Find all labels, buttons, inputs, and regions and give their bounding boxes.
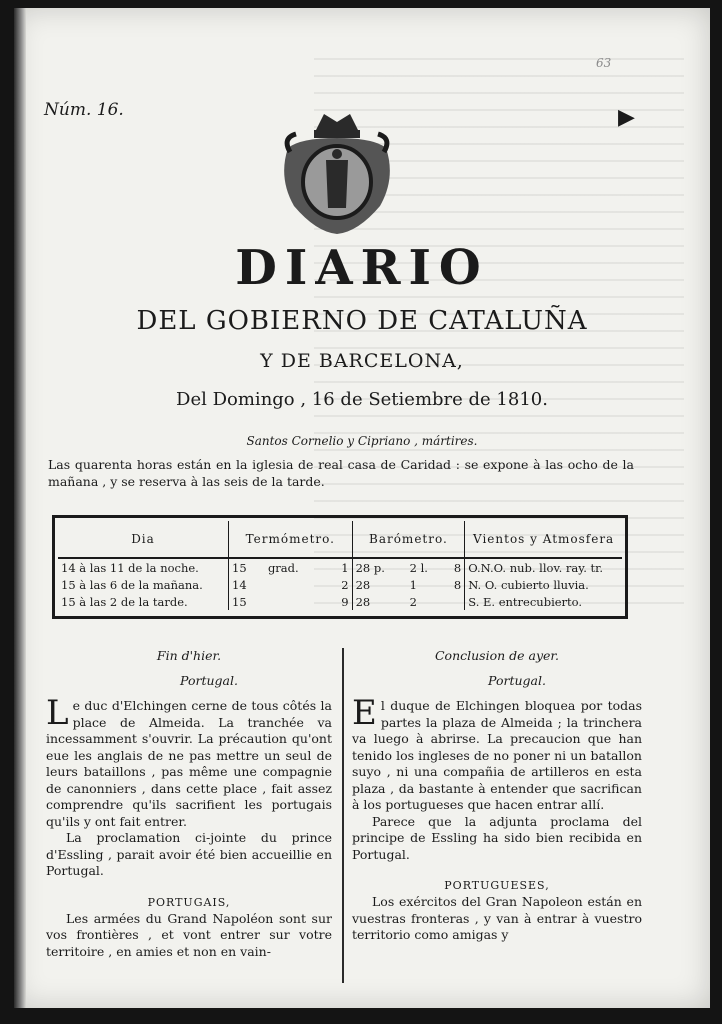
header-vientos: Vientos y Atmosfera: [465, 521, 622, 558]
cell-temp-fraction: 2: [328, 576, 352, 593]
right-drop-cap: E: [352, 693, 377, 733]
right-section-title: Portugal.: [488, 673, 546, 688]
column-divider: [342, 648, 344, 983]
cell-dia: 15 à las 2 de la tarde.: [58, 593, 229, 610]
left-column-label: Fin d'hier.: [156, 648, 222, 663]
cell-baro-lines: 2 l.: [409, 560, 428, 575]
cell-temp-fraction: 1: [328, 558, 352, 576]
cell-temp: 15: [232, 560, 247, 575]
table-row: [58, 558, 622, 576]
left-paragraph-2: La proclamation ci-jointe du prince d'Essling , parait avoir été bien accueillie en Portugal.: [46, 830, 332, 878]
church-notice: Las quarenta horas están en la iglesia de real casa de Caridad : se expone à las ocho de la mañana , y se reserva à las seis de la tarde.: [48, 457, 634, 489]
right-heading: PORTUGUESES,: [444, 879, 550, 892]
table-row: [58, 576, 622, 593]
cell-temp-unit: [265, 576, 328, 593]
cell-baro-lines: 2: [409, 594, 417, 609]
newspaper-page: [14, 8, 710, 1008]
right-column-label: Conclusion de ayer.: [434, 648, 559, 663]
cell-temp: 14: [232, 577, 247, 592]
cell-dia: 15 à las 6 de la mañana.: [58, 576, 229, 593]
newspaper-subtitle-2: Y DE BARCELONA,: [260, 350, 464, 372]
cell-baro-fraction: 8: [444, 558, 465, 576]
cell-baro-fraction: [444, 593, 465, 610]
right-paragraph-2: Parece que la adjunta proclama del principe de Essling ha sido bien recibida en Portugal.: [352, 813, 642, 862]
header-termometro: Termómetro.: [229, 521, 353, 558]
left-paragraph-3: Les armées du Grand Napoléon sont sur vos frontières , et vont entrer sur votre territoire , en amies et non en vain-: [46, 910, 332, 959]
table-row: [58, 593, 622, 610]
page-number: 63: [596, 56, 612, 70]
cell-vientos: N. O. cubierto lluvia.: [468, 577, 589, 592]
issue-date: Del Domingo , 16 de Setiembre de 1810.: [176, 389, 548, 410]
coat-of-arms-icon: [276, 108, 398, 236]
cell-temp-unit: [265, 593, 328, 610]
corner-mark: ▶: [618, 104, 635, 130]
header-barometro: Barómetro.: [352, 521, 465, 558]
left-section-title: Portugal.: [180, 673, 238, 688]
left-heading: PORTUGAIS,: [147, 895, 231, 909]
weather-table-frame: [52, 515, 628, 619]
left-column: [46, 648, 332, 960]
cell-temp-unit: grad.: [267, 560, 299, 575]
cell-baro-fraction: 8: [444, 576, 465, 593]
cell-temp-fraction: 9: [328, 593, 352, 610]
left-paragraph-1-text: e duc d'Elchingen cerne de tous côtés la place de Almeida. La tranchée va incessamment s'ouvrir. La précaution qu'ont eue les anglais de ne pas mettre un seul de leurs bataillons , pas même une compagnie de canonniers , dans cette place , fait assez comprendre qu'ils sacrifient les portugais qu'ils y ont fait entrer.: [46, 698, 332, 829]
right-paragraph-3: Los exércitos del Gran Napoleon están en vuestras fronteras , y van à entrar à vuestro territorio como amigas y: [352, 894, 642, 942]
issue-number: Núm. 16.: [44, 100, 124, 120]
cell-baro: 28 p.: [355, 560, 385, 575]
newspaper-title: DIARIO: [235, 240, 489, 296]
book-spine: [14, 8, 26, 1008]
right-paragraph-1-text: l duque de Elchingen bloquea por todas partes la plaza de Almeida ; la trinchera va luego à abrirse. La precaucion que han tenido los ingleses de no poner ni un batallon suyo , ni una compañia de artilleros en esta plaza , da bastante à entender que sacrifican à los portugueses que hacen entrar allí.: [352, 698, 642, 812]
right-column: [352, 648, 642, 944]
left-drop-cap: L: [46, 693, 69, 733]
newspaper-subtitle: DEL GOBIERNO DE CATALUÑA: [136, 306, 588, 336]
right-paragraph-1: [352, 693, 642, 814]
left-paragraph-1: [46, 693, 332, 830]
weather-table: [58, 521, 622, 610]
saints-of-day: Santos Cornelio y Cipriano , mártires.: [246, 434, 478, 448]
cell-baro-lines: 1: [409, 577, 417, 592]
cell-temp: 15: [232, 594, 247, 609]
cell-vientos: S. E. entrecubierto.: [468, 594, 583, 609]
cell-dia: 14 à las 11 de la noche.: [58, 558, 229, 576]
cell-vientos: O.N.O. nub. llov. ray. tr.: [468, 560, 604, 575]
cell-baro: 28: [355, 577, 371, 592]
cell-baro: 28: [355, 594, 371, 609]
header-dia: Dia: [58, 521, 229, 558]
